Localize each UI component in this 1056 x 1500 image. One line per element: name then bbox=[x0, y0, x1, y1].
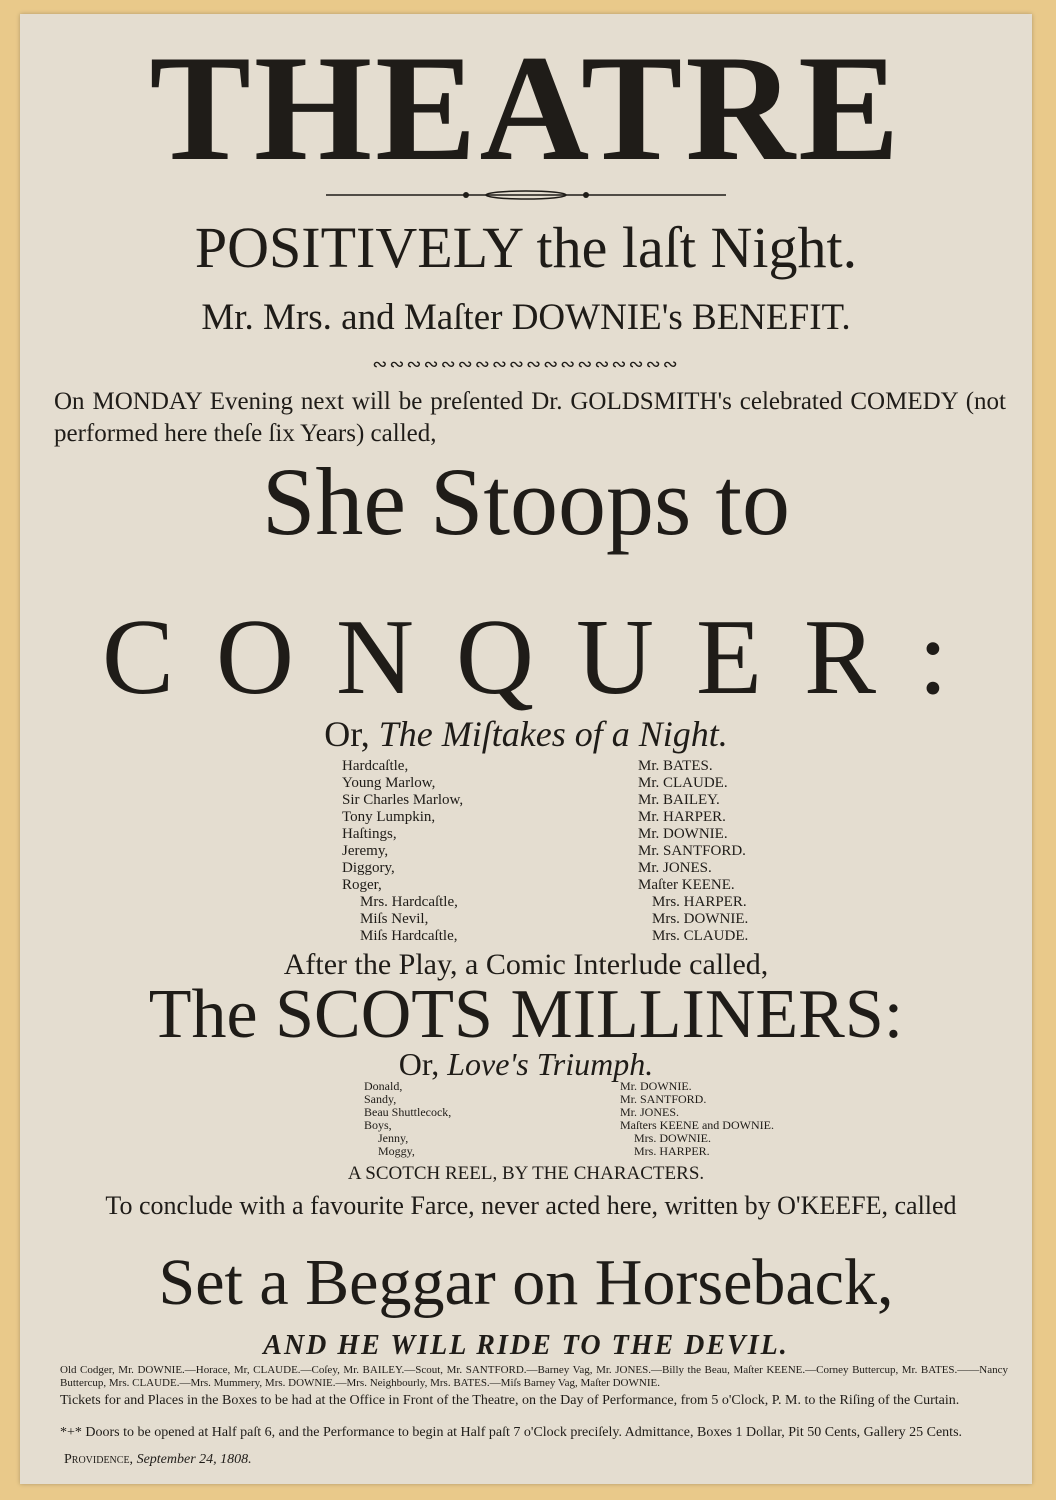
cast-role: Mrs. Hardcaſtle, bbox=[360, 894, 458, 910]
scotch-reel-line: A SCOTCH REEL, BY THE CHARACTERS. bbox=[347, 1163, 705, 1184]
cast-role: Jeremy, bbox=[342, 843, 389, 859]
cast-actor: Mr. BAILEY. bbox=[638, 792, 720, 808]
heading: THEATRE bbox=[149, 24, 903, 192]
ornamental-rule-icon bbox=[266, 186, 786, 204]
interlude-subtitle-prefix: Or, bbox=[398, 1046, 440, 1082]
cast-actor: Mrs. HARPER. bbox=[634, 1144, 710, 1158]
cast-actor: Maſters KEENE and DOWNIE. bbox=[620, 1118, 774, 1132]
dateline bbox=[64, 1452, 252, 1468]
cast-role: Young Marlow, bbox=[342, 775, 436, 791]
main-play-title-line1: She Stoops to bbox=[261, 448, 791, 555]
ornament-band: ∾∾∾∾∾∾∾∾∾∾∾∾∾∾∾∾∾∾ bbox=[372, 354, 680, 374]
cast-actor: Mrs. CLAUDE. bbox=[652, 928, 749, 944]
cast-actor: Mr. HARPER. bbox=[638, 809, 726, 825]
playbill-sheet bbox=[20, 14, 1032, 1484]
farce-cast-line: Old Codger, Mr. DOWNIE.—Horace, Mr, CLAUDE.—Coſey, Mr. BAILEY.—Scout, Mr. SANTFORD.—Barney Vag, Mr. JONES.—Billy the Beau, Maſter KEENE.—Corney Buttercup, Mr. BATES.——Nancy Buttercup, Mrs. CLAUDE.—Mrs. Mummery, Mrs. DOWNIE.—Mrs. Neighbourly, Mrs. BATES.—Miſs Barney Vag, Maſter DOWNIE. bbox=[60, 1364, 1008, 1389]
farce-intro: To conclude with a favourite Farce, never acted here, written by O'KEEFE, called bbox=[105, 1191, 957, 1220]
farce-subtitle: AND HE WILL RIDE TO THE DEVIL. bbox=[263, 1330, 789, 1361]
main-play-subtitle bbox=[20, 716, 1032, 752]
interlude-intro: After the Play, a Comic Interlude called, bbox=[283, 948, 769, 981]
cast-role: Miſs Hardcaſtle, bbox=[360, 928, 458, 944]
interlude-title: The SCOTS MILLINERS: bbox=[148, 976, 904, 1053]
cast-role: Hardcaſtle, bbox=[342, 758, 409, 774]
dateline-date: September 24, 1808. bbox=[136, 1452, 252, 1467]
main-play-subtitle-prefix: Or, bbox=[324, 714, 370, 754]
cast-role: Moggy, bbox=[378, 1144, 415, 1158]
cast-role: Haſtings, bbox=[342, 826, 397, 842]
cast-role: Beau Shuttlecock, bbox=[364, 1105, 452, 1119]
cast-actor: Mr. BATES. bbox=[638, 758, 713, 774]
announcement: POSITIVELY the laſt Night. bbox=[194, 215, 858, 280]
interlude-cast-roles bbox=[364, 1080, 451, 1158]
cast-actor: Mr. DOWNIE. bbox=[638, 826, 728, 842]
main-play-title-line2: CONQUER: bbox=[101, 598, 991, 717]
benefit-line: Mr. Mrs. and Maſter DOWNIE's BENEFIT. bbox=[201, 297, 851, 338]
interlude-cast-actors bbox=[620, 1080, 774, 1158]
cast-role: Sir Charles Marlow, bbox=[342, 792, 464, 808]
farce-title: Set a Beggar on Horseback, bbox=[158, 1246, 894, 1319]
cast-role: Jenny, bbox=[378, 1131, 409, 1145]
cast-actor: Mrs. DOWNIE. bbox=[634, 1131, 711, 1145]
cast-actor: Mr. JONES. bbox=[638, 860, 712, 876]
cast-actor: Mr. SANTFORD. bbox=[620, 1092, 707, 1106]
cast-actor: Maſter KEENE. bbox=[638, 877, 735, 893]
tickets-note: Tickets for and Places in the Boxes to be had at the Office in Front of the Theatre, on the Day of Performance, from 5 o'Clock, P. M. to the Riſing of the Curtain. bbox=[60, 1393, 960, 1408]
ornamental-rule bbox=[20, 186, 1032, 209]
cast-role: Miſs Nevil, bbox=[360, 911, 429, 927]
cast-actor: Mrs. HARPER. bbox=[652, 894, 747, 910]
cast-role: Sandy, bbox=[364, 1092, 397, 1106]
dateline-place: Providence, bbox=[64, 1452, 134, 1467]
cast-actor: Mr. CLAUDE. bbox=[638, 775, 728, 791]
intro-text: On MONDAY Evening next will be preſented Dr. GOLDSMITH's celebrated COMEDY (not performed here theſe ſix Years) called, bbox=[54, 388, 1006, 447]
cast-role: Tony Lumpkin, bbox=[342, 809, 436, 825]
doors-note: *+* Doors to be opened at Half paſt 6, and the Performance to begin at Half paſt 7 o'Clock preciſely. Admittance, Boxes 1 Dollar, Pit 50 Cents, Gallery 25 Cents. bbox=[60, 1425, 963, 1440]
main-play-subtitle-text: The Miſtakes of a Night. bbox=[378, 714, 728, 754]
cast-role: Boys, bbox=[364, 1118, 392, 1132]
cast-actor: Mr. SANTFORD. bbox=[638, 843, 746, 859]
cast-role: Roger, bbox=[342, 877, 382, 893]
cast-actor: Mr. DOWNIE. bbox=[620, 1079, 692, 1093]
main-cast-roles bbox=[342, 758, 463, 945]
interlude-subtitle-text: Love's Triumph. bbox=[447, 1046, 654, 1082]
interlude-subtitle bbox=[20, 1048, 1032, 1080]
cast-role: Diggory, bbox=[342, 860, 395, 876]
cast-actor: Mrs. DOWNIE. bbox=[652, 911, 749, 927]
cast-actor: Mr. JONES. bbox=[620, 1105, 680, 1119]
cast-role: Donald, bbox=[364, 1079, 403, 1093]
main-cast-actors bbox=[638, 758, 748, 945]
